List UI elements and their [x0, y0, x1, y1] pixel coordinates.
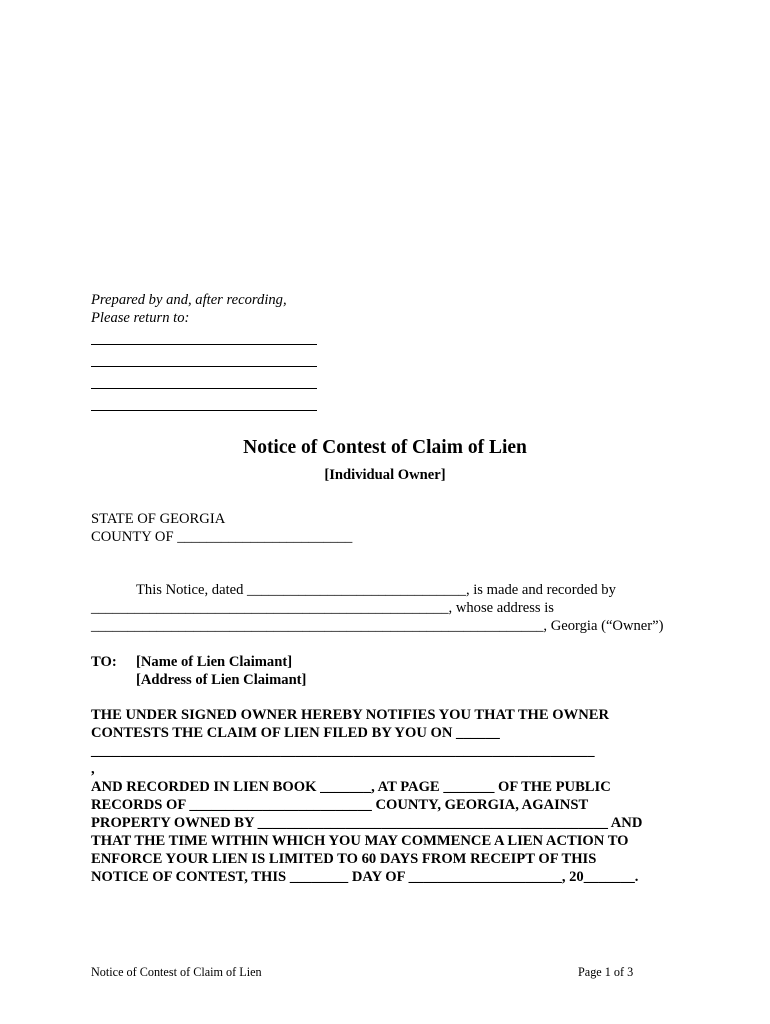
return-address-line-1	[91, 344, 317, 345]
body-line-6: RECORDS OF _________________________ COUNTY, GEORGIA, AGAINST	[91, 797, 589, 813]
lien-claimant-address: [Address of Lien Claimant]	[136, 672, 307, 688]
body-line-10: NOTICE OF CONTEST, THIS ________ DAY OF _____________________, 20_______.	[91, 869, 639, 885]
return-to-line: Please return to:	[91, 310, 190, 326]
footer-document-title: Notice of Contest of Claim of Lien	[91, 965, 262, 979]
notice-line-2: _________________________________________________, whose address is	[91, 600, 554, 616]
body-line-5: AND RECORDED IN LIEN BOOK _______, AT PAGE _______ OF THE PUBLIC	[91, 779, 611, 795]
notice-line-1: This Notice, dated ______________________________, is made and recorded by	[136, 582, 616, 598]
to-label: TO:	[91, 654, 117, 670]
return-address-line-4	[91, 410, 317, 411]
body-line-2: CONTESTS THE CLAIM OF LIEN FILED BY YOU ON ______	[91, 725, 500, 741]
state-line: STATE OF GEORGIA	[91, 511, 226, 527]
body-line-9: ENFORCE YOUR LIEN IS LIMITED TO 60 DAYS FROM RECEIPT OF THIS	[91, 851, 597, 867]
body-line-8: THAT THE TIME WITHIN WHICH YOU MAY COMMENCE A LIEN ACTION TO	[91, 833, 629, 849]
document-title: Notice of Contest of Claim of Lien	[243, 437, 527, 458]
body-line-3: _____________________________________________________________________	[91, 743, 595, 759]
notice-line-3: ______________________________________________________________, Georgia (“Owner”)	[91, 618, 664, 634]
return-address-line-2	[91, 366, 317, 367]
body-line-1: THE UNDER SIGNED OWNER HEREBY NOTIFIES YOU THAT THE OWNER	[91, 707, 610, 723]
prepared-by-line: Prepared by and, after recording,	[91, 292, 287, 308]
body-line-7: PROPERTY OWNED BY ________________________________________________ AND	[91, 815, 643, 831]
footer-page-number: Page 1 of 3	[578, 965, 634, 979]
body-line-4: ,	[91, 761, 95, 777]
document-subtitle: [Individual Owner]	[324, 467, 446, 483]
lien-claimant-name: [Name of Lien Claimant]	[136, 654, 293, 670]
county-line: COUNTY OF ________________________	[91, 529, 353, 545]
return-address-line-3	[91, 388, 317, 389]
